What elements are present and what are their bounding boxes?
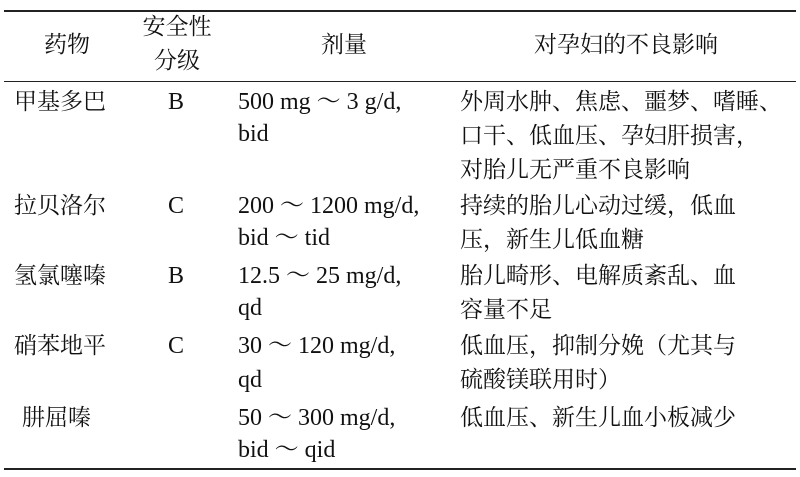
- row2-dose-line2: bid ～ tid: [238, 225, 331, 251]
- row2-dose-line1: 200 ～ 1200 mg/d,: [238, 193, 420, 219]
- row1-dose-line2: bid: [238, 121, 269, 147]
- row3-effects-line1: 胎儿畸形、电解质紊乱、血: [460, 263, 736, 289]
- row1-grade: B: [168, 89, 185, 115]
- row2-effects-line2: 压，新生儿低血糖: [460, 227, 644, 253]
- row3-drug: 氢氯噻嗪: [14, 263, 106, 289]
- row2-grade: C: [168, 193, 185, 219]
- row2-drug: 拉贝洛尔: [14, 193, 106, 219]
- row1-drug: 甲基多巴: [14, 89, 106, 115]
- row5-effects-line1: 低血压、新生儿血小板减少: [460, 405, 736, 431]
- row1-effects-line2: 口干、低血压、孕妇肝损害，: [460, 123, 759, 149]
- row1-dose-line1: 500 mg ～ 3 g/d,: [238, 89, 402, 115]
- row4-drug: 硝苯地平: [14, 333, 106, 359]
- header-drug: 药物: [44, 32, 90, 58]
- row3-dose-line1: 12.5 ～ 25 mg/d,: [238, 263, 402, 289]
- row4-grade: C: [168, 333, 185, 359]
- row3-effects-line2: 容量不足: [460, 297, 552, 323]
- row1-effects-line1: 外周水肿、焦虑、噩梦、嗜睡、: [460, 89, 782, 115]
- header-dose: 剂量: [321, 32, 367, 58]
- row2-effects-line1: 持续的胎儿心动过缓，低血: [460, 193, 736, 219]
- row3-dose-line2: qd: [238, 295, 262, 321]
- row3-grade: B: [168, 263, 185, 289]
- row4-dose-line2: qd: [238, 367, 262, 393]
- header-safety-line1: 安全性: [142, 14, 212, 40]
- row5-drug: 肼屈嗪: [22, 405, 91, 431]
- row5-dose-line2: bid ～ qid: [238, 437, 336, 463]
- row4-effects-line1: 低血压，抑制分娩（尤其与: [460, 333, 736, 359]
- row4-effects-line2: 硫酸镁联用时）: [460, 367, 621, 393]
- header-safety-line2: 分级: [154, 48, 200, 74]
- table-bottom-rule: [4, 468, 796, 470]
- table-header-rule: [4, 81, 796, 82]
- row5-dose-line1: 50 ～ 300 mg/d,: [238, 405, 396, 431]
- row4-dose-line1: 30 ～ 120 mg/d,: [238, 333, 396, 359]
- row1-effects-line3: 对胎儿无严重不良影响: [460, 157, 690, 183]
- header-effects: 对孕妇的不良影响: [534, 32, 718, 58]
